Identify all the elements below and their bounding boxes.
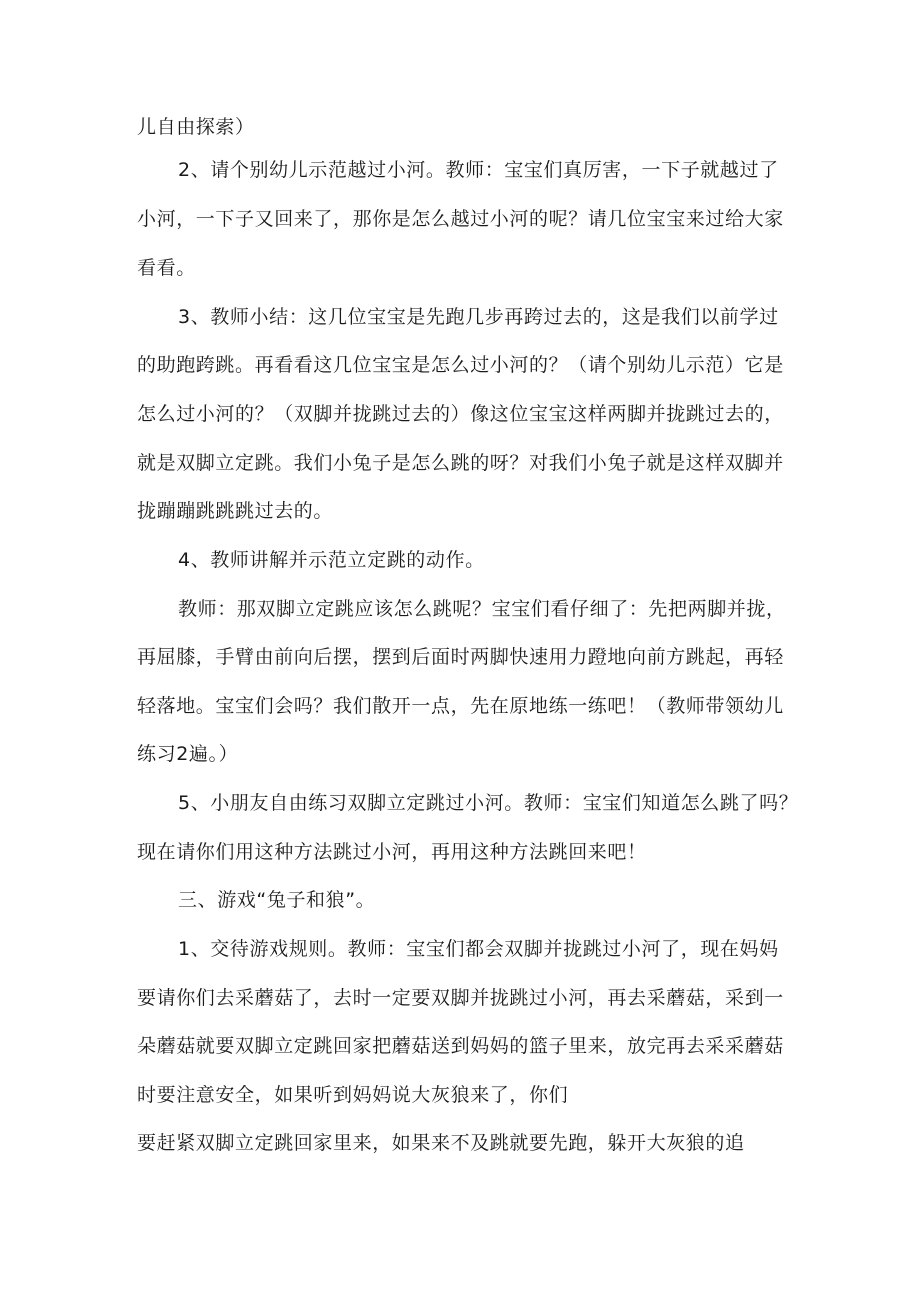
text-line: 怎么过小河的？（双脚并拢跳过去的）像这位宝宝这样两脚并拢跳过去的， [137, 403, 784, 425]
text-line: 4、教师讲解并示范立定跳的动作。 [178, 549, 485, 571]
text-line: 看看。 [137, 257, 196, 279]
text-line: 儿自由探索） [137, 116, 255, 138]
text-line: 1、交待游戏规则。教师：宝宝们都会双脚并拢跳过小河了，现在妈妈 [178, 938, 779, 960]
text-line: 小河，一下子又回来了，那你是怎么越过小河的呢？请几位宝宝来过给大家 [137, 208, 784, 230]
text-line: 现在请你们用这种方法跳过小河，再用这种方法跳回来吧！ [137, 841, 647, 863]
text-line: 时要注意安全，如果听到妈妈说大灰狼来了，你们 [137, 1084, 569, 1106]
text-line: 的助跑跨跳。再看看这几位宝宝是怎么过小河的？（请个别幼儿示范）它是 [137, 354, 784, 376]
text-line: 朵蘑菇就要双脚立定跳回家把蘑菇送到妈妈的篮子里来，放完再去采采蘑菇 [137, 1035, 784, 1057]
text-line: 轻落地。宝宝们会吗？我们散开一点，先在原地练一练吧！（教师带领幼儿 [137, 695, 784, 717]
text-line: 练习2遍。） [137, 743, 239, 765]
text-line: 要赶紧双脚立定跳回家里来，如果来不及跳就要先跑，躲开大灰狼的追 [137, 1132, 745, 1154]
text-line: 要请你们去采蘑菇了，去时一定要双脚并拢跳过小河，再去采蘑菇，采到一 [137, 987, 784, 1009]
text-line: 再屈膝，手臂由前向后摆，摆到后面时两脚快速用力蹬地向前方跳起，再轻 [137, 646, 784, 668]
text-line: 3、教师小结：这几位宝宝是先跑几步再跨过去的，这是我们以前学过 [178, 306, 779, 328]
section-heading: 三、游戏“兔子和狼”。 [178, 889, 376, 911]
text-line: 就是双脚立定跳。我们小兔子是怎么跳的呀？对我们小兔子就是这样双脚并 [137, 452, 784, 474]
text-line: 2、请个别幼儿示范越过小河。教师：宝宝们真厉害，一下子就越过了 [178, 159, 779, 181]
text-line: 教师：那双脚立定跳应该怎么跳呢？宝宝们看仔细了：先把两脚并拢， [178, 598, 786, 620]
text-line: 5、小朋友自由练习双脚立定跳过小河。教师：宝宝们知道怎么跳了吗？ [178, 792, 799, 814]
text-line: 拢蹦蹦跳跳跳过去的。 [137, 500, 334, 522]
